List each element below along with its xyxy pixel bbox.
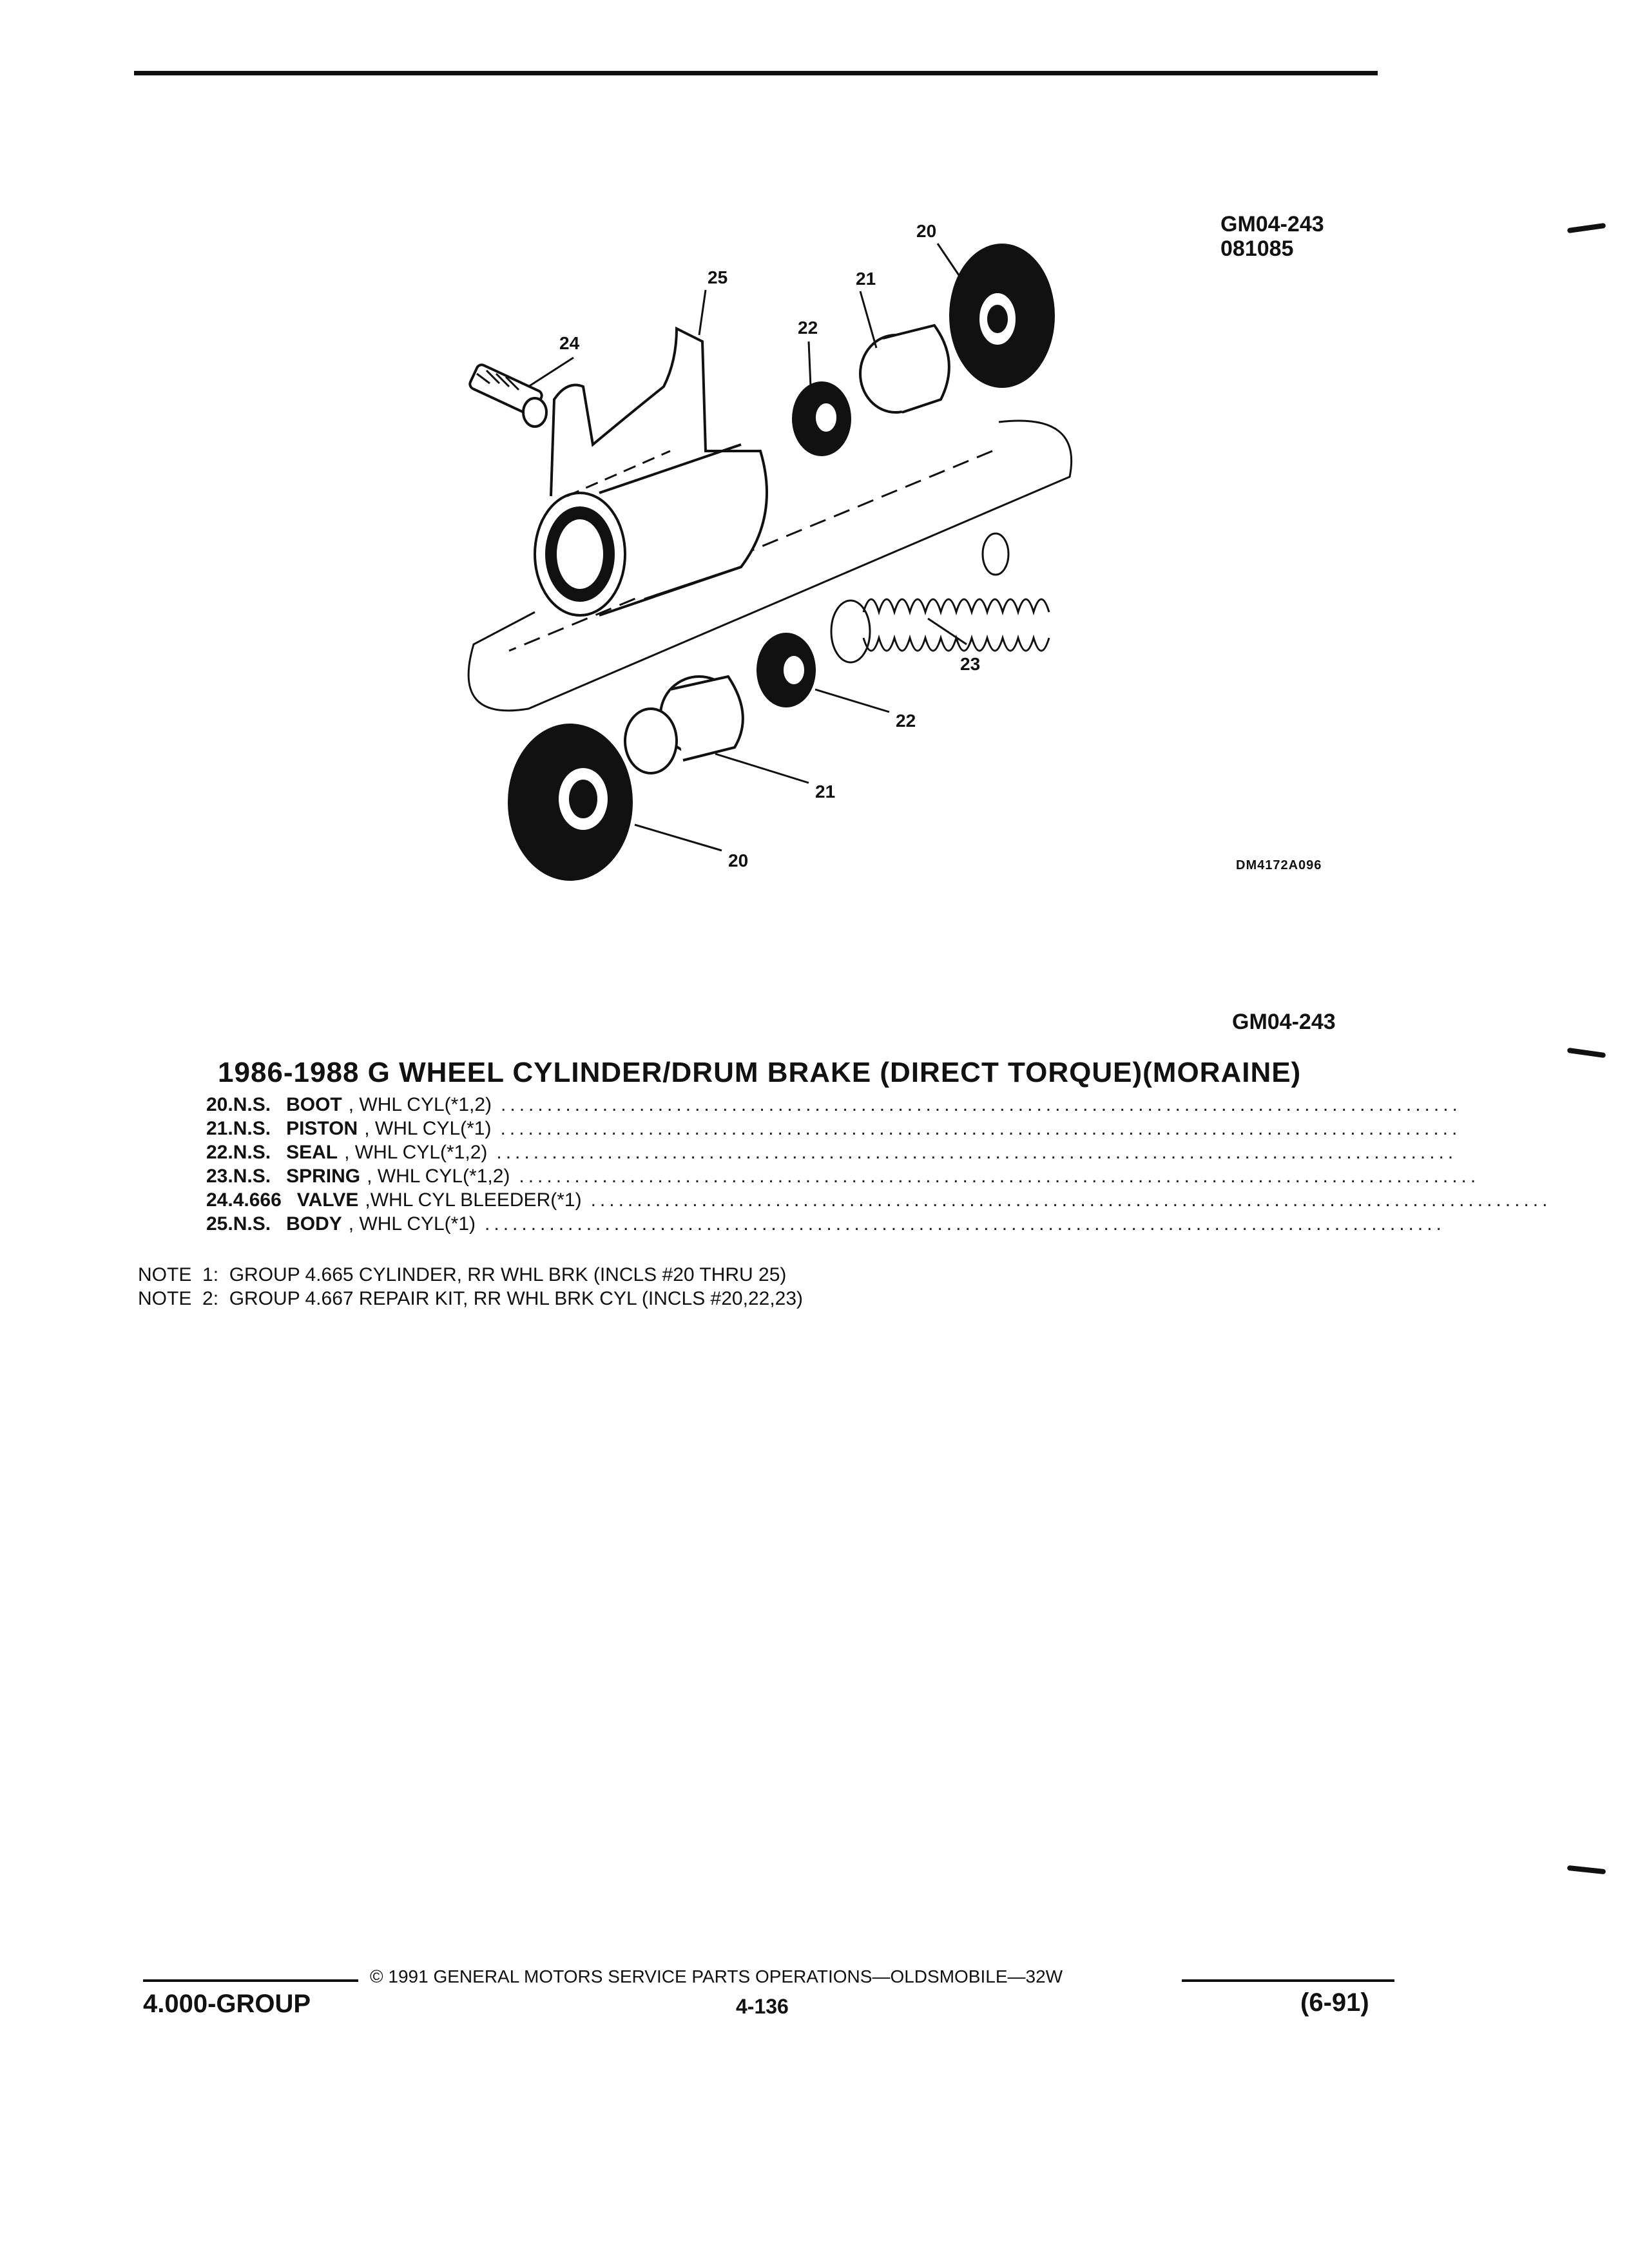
part-number: 22.	[206, 1142, 233, 1163]
part-number: 20.	[206, 1094, 233, 1115]
margin-mark	[1567, 1865, 1606, 1874]
callout-22-top: 22	[798, 318, 818, 338]
part-desc: , WHL CYL(*1)	[364, 1118, 492, 1139]
part-number: 24.	[206, 1189, 233, 1211]
part-name: VALVE	[296, 1189, 359, 1211]
part-group: N.S.	[233, 1142, 271, 1163]
notes-block	[138, 1263, 803, 1311]
part-desc: , WHL CYL(*1,2)	[367, 1166, 510, 1187]
part-name: SPRING	[286, 1166, 361, 1187]
part-number: 25.	[206, 1213, 233, 1235]
part-desc: , WHL CYL(*1,2)	[348, 1094, 492, 1115]
revision-date: (6-91)	[1300, 1988, 1369, 2017]
note-2: NOTE 2: GROUP 4.667 REPAIR KIT, RR WHL BRK CYL (INCLS #20,22,23)	[138, 1288, 804, 1309]
ref-date: 081085	[1220, 236, 1294, 261]
spring-part	[831, 533, 1049, 662]
part-group: N.S.	[233, 1213, 271, 1235]
leader-dots: ........................................................................................................	[590, 1189, 1552, 1211]
piston-bottom-part	[625, 677, 743, 773]
footer-rule-right	[1182, 1979, 1394, 1982]
callout-24: 24	[559, 333, 580, 353]
part-desc: ,WHL CYL BLEEDER(*1)	[365, 1189, 582, 1211]
part-desc: , WHL CYL(*1)	[348, 1213, 476, 1235]
list-item	[206, 1094, 1461, 1118]
part-number: 21.	[206, 1118, 233, 1139]
leader-dots: ........................................................................................................	[500, 1118, 1461, 1139]
section-title: 1986-1988 G WHEEL CYLINDER/DRUM BRAKE (DIRECT TORQUE)(MORAINE)	[218, 1057, 1302, 1088]
footer-group: 4.000-GROUP	[143, 1990, 311, 2018]
list-item	[206, 1118, 1461, 1142]
callout-21-bottom: 21	[815, 782, 836, 802]
part-number: 23.	[206, 1166, 233, 1187]
callout-25: 25	[708, 267, 728, 287]
figure-id: DM4172A096	[1236, 858, 1322, 872]
callout-22-bottom: 22	[896, 711, 916, 731]
leader-dots: ........................................................................................................	[519, 1166, 1480, 1187]
bleeder-valve-part	[468, 363, 546, 427]
callout-20-top: 20	[916, 221, 937, 241]
callout-23: 23	[960, 654, 981, 674]
callout-20-bottom: 20	[728, 850, 749, 870]
part-name: BOOT	[286, 1094, 342, 1115]
part-desc: , WHL CYL(*1,2)	[344, 1142, 488, 1163]
leader-dots: ........................................................................................................	[501, 1094, 1461, 1115]
copyright-line: © 1991 GENERAL MOTORS SERVICE PARTS OPERATIONS—OLDSMOBILE—32W	[370, 1966, 1063, 1986]
part-group: N.S.	[233, 1118, 271, 1139]
list-item	[206, 1142, 1458, 1166]
note-1: NOTE 1: GROUP 4.665 CYLINDER, RR WHL BRK (INCLS #20 THRU 25)	[138, 1264, 787, 1285]
page-number: 4-136	[736, 1995, 789, 2018]
part-group: N.S.	[233, 1166, 271, 1187]
ref-code-section: GM04-243	[1232, 1010, 1336, 1034]
leader-dots: ........................................................................................................	[496, 1142, 1458, 1163]
leader-dots: ........................................................................................................	[485, 1213, 1445, 1235]
part-name: BODY	[286, 1213, 342, 1235]
part-group: 4.666	[233, 1189, 282, 1211]
list-item	[206, 1166, 1480, 1189]
boot-bottom-part	[509, 725, 631, 879]
part-group: N.S.	[233, 1094, 271, 1115]
boot-top-part	[950, 245, 1054, 387]
footer-rule-left	[143, 1979, 358, 1982]
part-name: SEAL	[286, 1142, 338, 1163]
ref-code-top: GM04-243	[1220, 212, 1324, 236]
cylinder-body-part	[535, 329, 767, 615]
wheel-cylinder-diagram	[0, 0, 1629, 915]
callout-21-top: 21	[856, 269, 876, 289]
list-item	[206, 1213, 1445, 1237]
list-item	[206, 1189, 1552, 1213]
margin-mark	[1567, 1048, 1606, 1058]
parts-list	[206, 1094, 1552, 1237]
part-name: PISTON	[286, 1118, 358, 1139]
